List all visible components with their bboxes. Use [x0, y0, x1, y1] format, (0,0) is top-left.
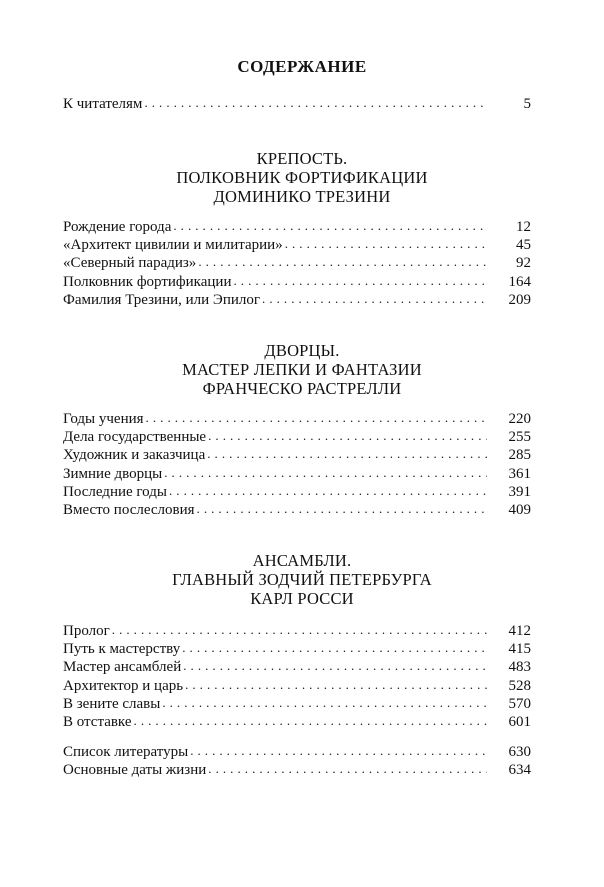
- section-list-2: [63, 410, 531, 519]
- leader-dots: [146, 409, 487, 427]
- leader-dots: [112, 621, 487, 639]
- leader-dots: [169, 482, 487, 500]
- toc-entry: [63, 640, 531, 658]
- leader-dots: [183, 657, 487, 675]
- toc-entry: [63, 254, 531, 272]
- leader-dots: [198, 253, 487, 271]
- entry-page: 570: [508, 695, 531, 712]
- toc-entry: [63, 218, 531, 236]
- entry-label: Годы учения: [63, 411, 144, 427]
- entry-label: Архитектор и царь: [63, 677, 184, 694]
- leader-dots: [182, 639, 487, 657]
- toc-entry: [63, 410, 531, 428]
- entry-label: К читателям: [63, 96, 143, 112]
- toc-entry: [63, 622, 531, 640]
- entry-label: Список литературы: [63, 744, 189, 760]
- toc-entry: [63, 658, 531, 676]
- section-heading-line: АНСАМБЛИ.: [252, 551, 352, 570]
- entry-label: Вместо послесловия: [63, 501, 195, 518]
- leader-dots: [162, 694, 487, 712]
- toc-entry: [63, 501, 531, 519]
- entry-page: 220: [508, 411, 531, 427]
- entry-page: 164: [508, 273, 531, 290]
- section-list-3: [63, 622, 531, 731]
- entry-page: 255: [508, 429, 531, 446]
- leader-dots: [164, 464, 487, 482]
- entry-label: Зимние дворцы: [63, 465, 163, 482]
- entry-page: 601: [508, 713, 531, 730]
- section-heading-line: ДВОРЦЫ.: [264, 341, 340, 360]
- leader-dots: [173, 217, 487, 235]
- entry-label: Художник и заказчица: [63, 447, 206, 464]
- leader-dots: [285, 235, 487, 253]
- entry-label: В зените славы: [63, 695, 161, 712]
- entry-page: 415: [508, 641, 531, 658]
- entry-label: «Архитект цивилии и милитарии»: [63, 237, 283, 254]
- leader-dots: [134, 712, 487, 730]
- toc-entry: [63, 677, 531, 695]
- leader-dots: [185, 676, 487, 694]
- entry-label: Последние годы: [63, 483, 167, 500]
- entry-page: 630: [508, 744, 531, 760]
- section-heading-line: ФРАНЧЕСКО РАСТРЕЛЛИ: [202, 379, 402, 398]
- leader-dots: [208, 427, 487, 445]
- entry-page: 285: [508, 447, 531, 464]
- entry-label: Пролог: [63, 623, 110, 639]
- toc-entry: [63, 713, 531, 731]
- leader-dots: [190, 742, 487, 760]
- toc-entry: [63, 483, 531, 501]
- entry-label: «Северный парадиз»: [63, 255, 197, 272]
- section-heading-2: [0, 341, 604, 398]
- entry-page: 12: [516, 219, 531, 235]
- entry-page: 361: [508, 465, 531, 482]
- section-heading-line: ПОЛКОВНИК ФОРТИФИКАЦИИ: [176, 168, 428, 187]
- entry-page: 45: [516, 237, 531, 254]
- entry-label: Путь к мастерству: [63, 641, 181, 658]
- entry-page: 483: [508, 659, 531, 676]
- toc-entry: [63, 236, 531, 254]
- entry-page: 92: [516, 255, 531, 272]
- toc-entry: [63, 428, 531, 446]
- page-title: СОДЕРЖАНИЕ: [237, 57, 367, 76]
- appendix-list: [63, 743, 531, 779]
- leader-dots: [233, 272, 487, 290]
- toc-entry: [63, 695, 531, 713]
- leader-dots: [144, 94, 487, 112]
- leader-dots: [197, 500, 487, 518]
- toc-entry: [63, 446, 531, 464]
- entry-label: В отставке: [63, 713, 132, 730]
- toc-entry-intro: [63, 95, 531, 113]
- section-heading-line: МАСТЕР ЛЕПКИ И ФАНТАЗИИ: [182, 360, 422, 379]
- toc-entry-appendix: [63, 743, 531, 761]
- leader-dots: [207, 445, 487, 463]
- leader-dots: [262, 290, 487, 308]
- toc-entry-appendix: [63, 761, 531, 779]
- section-heading-line: КАРЛ РОССИ: [250, 589, 354, 608]
- entry-page: 412: [508, 623, 531, 639]
- toc-entry: [63, 465, 531, 483]
- entry-page: 634: [508, 762, 531, 779]
- entry-label: Основные даты жизни: [63, 762, 207, 779]
- entry-label: Фамилия Трезини, или Эпилог: [63, 291, 261, 308]
- entry-label: Мастер ансамблей: [63, 659, 182, 676]
- entry-page: 409: [508, 501, 531, 518]
- entry-label: Рождение города: [63, 219, 172, 235]
- leader-dots: [208, 760, 487, 778]
- entry-page: 209: [508, 291, 531, 308]
- section-heading-line: ГЛАВНЫЙ ЗОДЧИЙ ПЕТЕРБУРГА: [172, 570, 432, 589]
- section-heading-3: [0, 551, 604, 608]
- intro-list: [63, 95, 531, 113]
- toc-entry: [63, 273, 531, 291]
- entry-page: 528: [508, 677, 531, 694]
- section-list-1: [63, 218, 531, 309]
- entry-page: 391: [508, 483, 531, 500]
- entry-page: 5: [523, 96, 531, 112]
- section-heading-line: КРЕПОСТЬ.: [256, 149, 348, 168]
- toc-entry: [63, 291, 531, 309]
- section-heading-line: ДОМИНИКО ТРЕЗИНИ: [213, 187, 391, 206]
- entry-label: Полковник фортификации: [63, 273, 232, 290]
- section-heading-1: [0, 149, 604, 206]
- entry-label: Дела государственные: [63, 429, 207, 446]
